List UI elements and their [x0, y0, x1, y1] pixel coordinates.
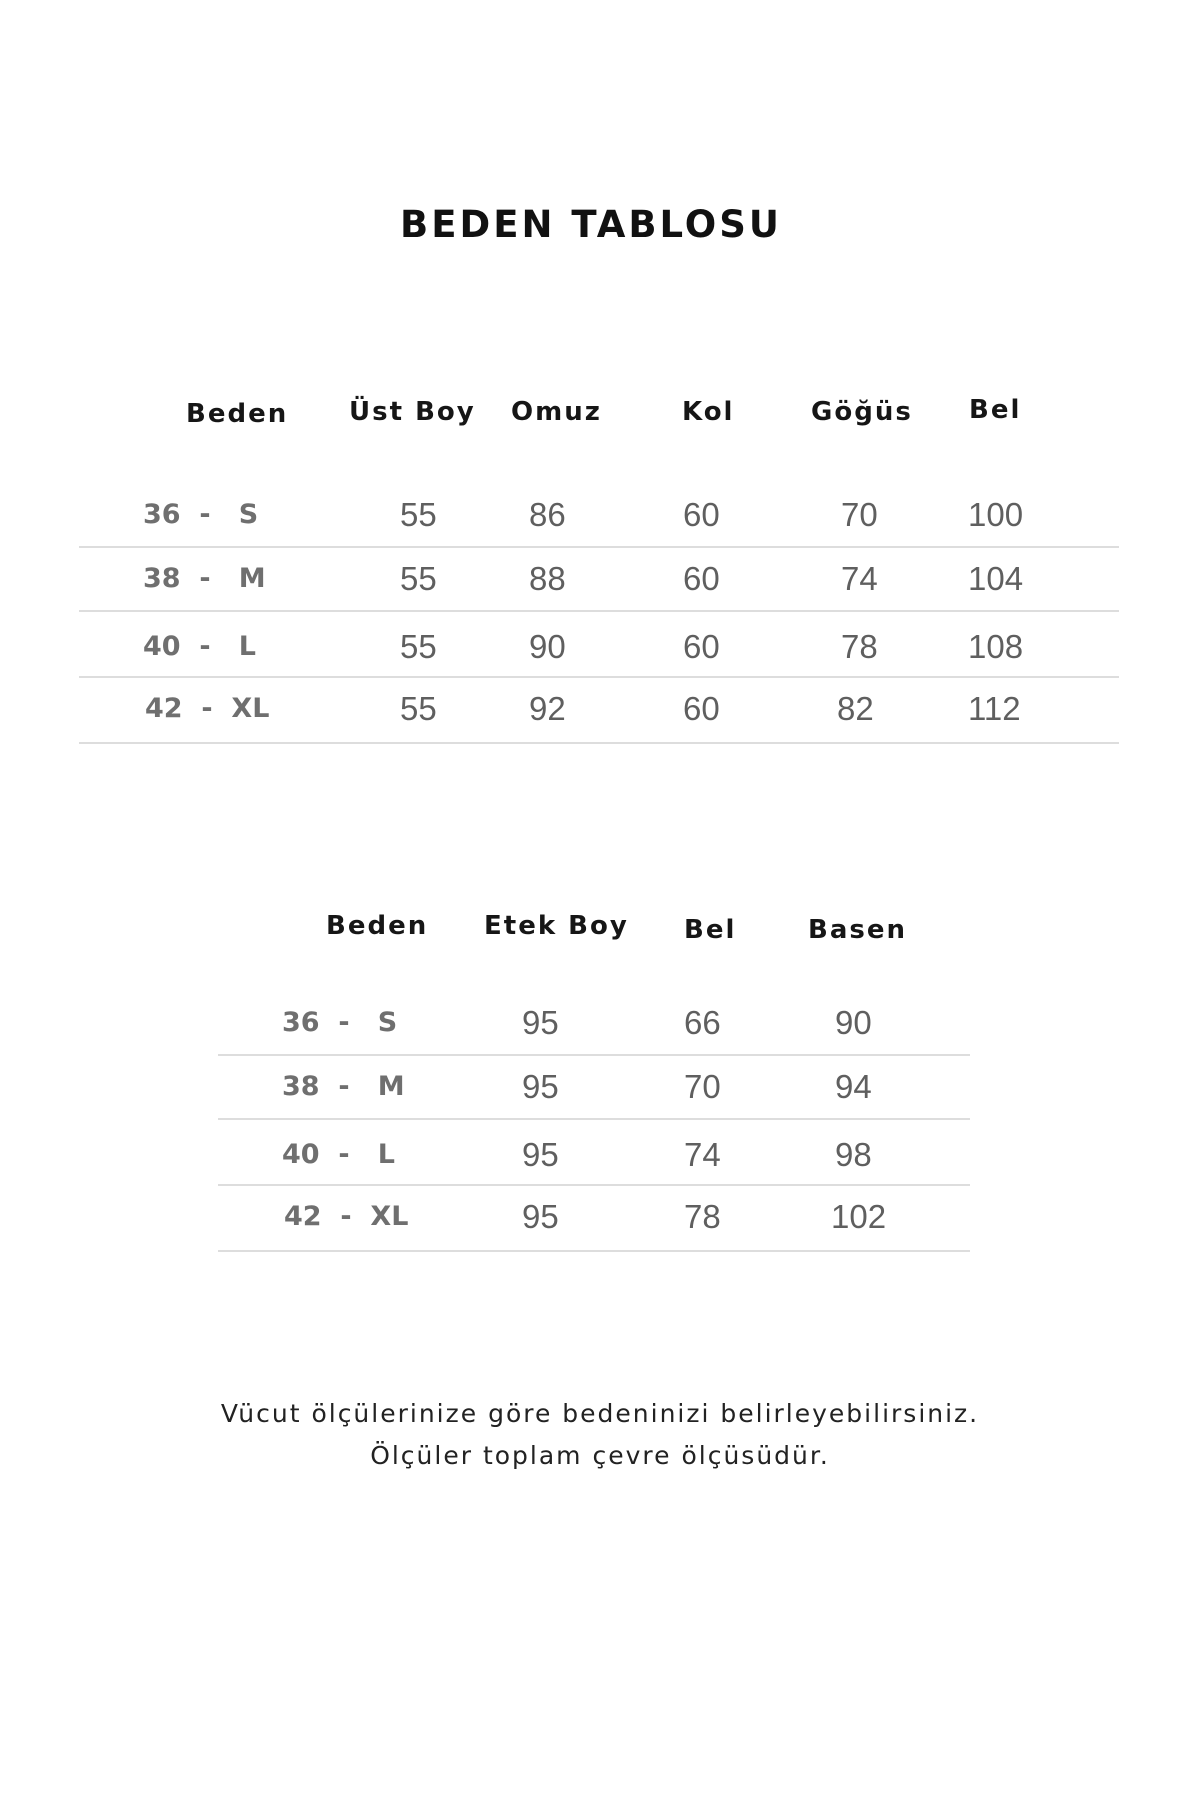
- value-gogus: 82: [837, 690, 874, 727]
- value-bel: 112: [968, 690, 1021, 727]
- bottom-header-basen: Basen: [808, 915, 907, 945]
- value-basen: 90: [835, 1004, 872, 1041]
- value-gogus: 70: [841, 496, 878, 533]
- value-gogus: 78: [841, 628, 878, 665]
- value-bel: 100: [968, 496, 1024, 533]
- value-bel: 66: [684, 1004, 721, 1041]
- table-row: [218, 1056, 970, 1120]
- value-basen: 98: [835, 1136, 872, 1173]
- note-line-2: Ölçüler toplam çevre ölçüsüdür.: [370, 1441, 830, 1470]
- top-header-bel: Bel: [969, 395, 1022, 425]
- top-header-ust-boy: Üst Boy: [349, 397, 476, 427]
- size-label: 36 - S: [143, 499, 259, 530]
- row-divider: [79, 742, 1119, 744]
- size-label: 42 - XL: [284, 1201, 409, 1232]
- top-header-kol: Kol: [682, 397, 735, 427]
- top-size-table: [79, 380, 1119, 760]
- value-bel: 74: [684, 1136, 721, 1173]
- value-omuz: 92: [529, 690, 566, 727]
- value-omuz: 86: [529, 496, 566, 533]
- value-kol: 60: [683, 690, 720, 727]
- value-etek-boy: 95: [522, 1136, 559, 1173]
- value-omuz: 90: [529, 628, 566, 665]
- table-row: [218, 992, 970, 1056]
- bottom-size-table: [218, 888, 970, 1268]
- value-bel: 70: [684, 1068, 721, 1105]
- table-row: [79, 484, 1119, 548]
- page-title: BEDEN TABLOSU: [400, 203, 782, 246]
- size-label: 38 - M: [143, 563, 266, 594]
- value-bel: 78: [684, 1198, 721, 1235]
- value-kol: 60: [683, 628, 720, 665]
- bottom-header-beden: Beden: [326, 911, 429, 941]
- table-row: [218, 1186, 970, 1252]
- value-etek-boy: 95: [522, 1198, 559, 1235]
- value-ust-boy: 55: [400, 628, 437, 665]
- top-header-beden: Beden: [186, 399, 289, 429]
- size-label: 36 - S: [282, 1007, 398, 1038]
- note-line-1: Vücut ölçülerinize göre bedeninizi belirleyebilirsiniz.: [220, 1399, 980, 1428]
- value-bel: 104: [968, 560, 1024, 597]
- row-divider: [218, 1250, 970, 1252]
- size-label: 42 - XL: [145, 693, 270, 724]
- value-basen: 94: [835, 1068, 872, 1105]
- bottom-header-bel: Bel: [684, 915, 737, 945]
- value-ust-boy: 55: [400, 690, 437, 727]
- bottom-header-etek-boy: Etek Boy: [484, 911, 629, 941]
- value-kol: 60: [683, 496, 720, 533]
- value-ust-boy: 55: [400, 560, 437, 597]
- value-kol: 60: [683, 560, 720, 597]
- table-row: [79, 678, 1119, 744]
- top-header-omuz: Omuz: [511, 397, 602, 427]
- value-etek-boy: 95: [522, 1068, 559, 1105]
- table-row: [79, 548, 1119, 612]
- top-header-gogus: Göğüs: [811, 397, 913, 427]
- value-ust-boy: 55: [400, 496, 437, 533]
- value-gogus: 74: [841, 560, 878, 597]
- value-omuz: 88: [529, 560, 566, 597]
- size-label: 40 - L: [282, 1139, 395, 1170]
- size-label: 40 - L: [143, 631, 256, 662]
- table-row: [79, 612, 1119, 678]
- value-bel: 108: [968, 628, 1024, 665]
- table-row: [218, 1120, 970, 1186]
- value-etek-boy: 95: [522, 1004, 559, 1041]
- size-label: 38 - M: [282, 1071, 405, 1102]
- value-basen: 102: [831, 1198, 887, 1235]
